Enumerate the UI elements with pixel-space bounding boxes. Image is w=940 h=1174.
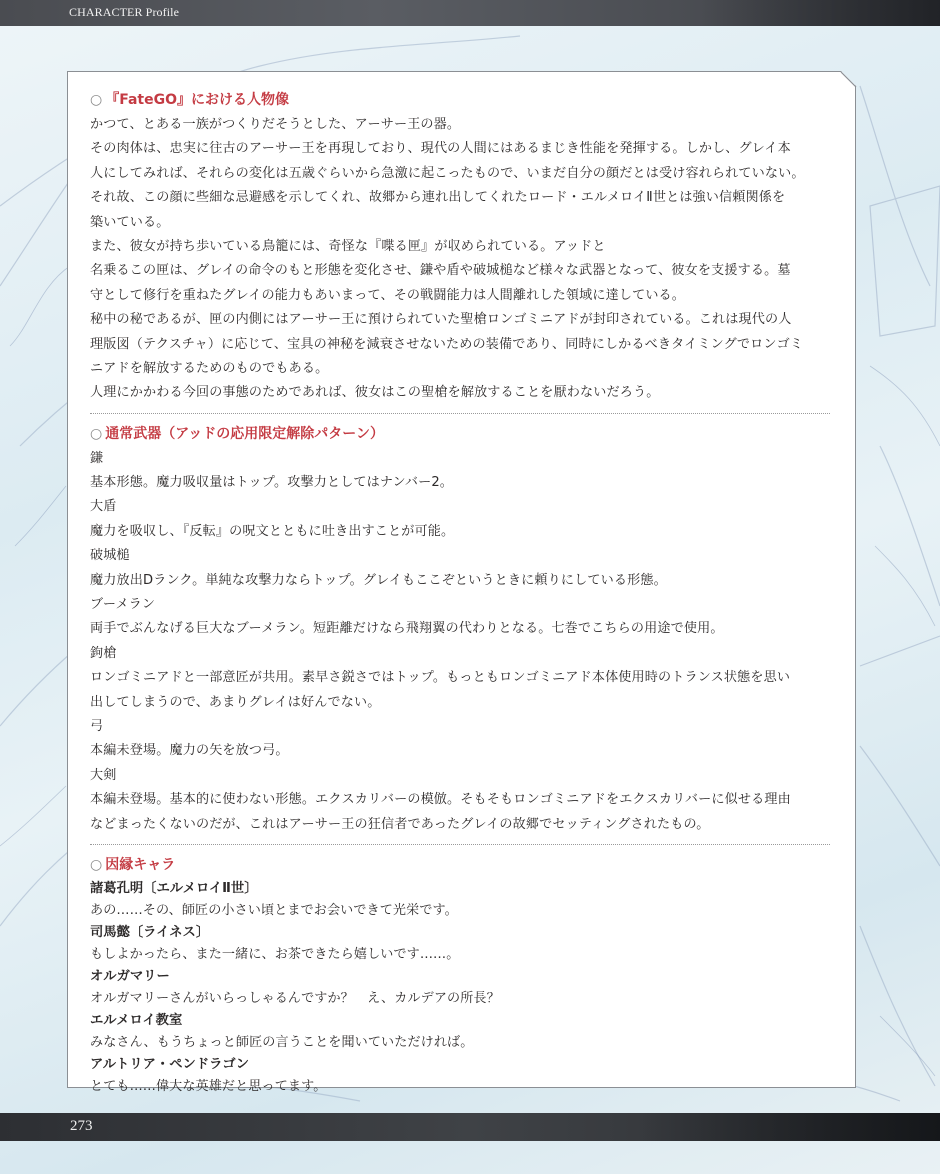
section-body-fatego — [90, 113, 838, 406]
circle-bullet-icon: ○ — [90, 425, 103, 442]
profile-content — [90, 88, 838, 1098]
weapon-name: ブーメラン — [90, 597, 156, 613]
weapon-desc: 魔力を吸収し、『反転』の呪文とともに吐き出すことが可能。 — [90, 523, 455, 539]
page-number: 273 — [70, 1118, 93, 1134]
weapon-name: 破城槌 — [90, 548, 130, 564]
relation-character-name: エルメロイ教室 — [90, 1012, 183, 1028]
relation-character-name: 諸葛孔明〔エルメロイⅡ世〕 — [90, 880, 258, 896]
section-heading-fatego: ○ 『FateGO』における人物像 — [90, 92, 289, 108]
relation-character-name: 司馬懿〔ライネス〕 — [90, 924, 210, 940]
relation-quote: オルガマリーさんがいらっしゃるんですか？ え、カルデアの所長？ — [90, 990, 500, 1006]
circle-bullet-icon: ○ — [90, 856, 103, 873]
text-line: ニアドを解放するためのものでもある。 — [90, 360, 329, 376]
text-line: その肉体は、忠実に往古のアーサー王を再現しており、現代の人間にはあるまじき性能を発揮する。しかし、グレイ本 — [90, 141, 791, 157]
section-body-weapons — [90, 447, 838, 837]
weapon-name: 大剣 — [90, 767, 117, 783]
footer-bar — [0, 1113, 940, 1141]
weapon-desc: などまったくないのだが、これはアーサー王の狂信者であったグレイの故郷でセッティングされたもの。 — [90, 816, 710, 832]
section-heading-relations: ○ 因縁キャラ — [90, 856, 176, 873]
text-line: また、彼女が持ち歩いている鳥籠には、奇怪な『喋る匣』が収められている。アッドと — [90, 238, 606, 254]
text-line: 守として修行を重ねたグレイの能力もあいまって、その戦闘能力は人間離れした領域に達している。 — [90, 287, 686, 303]
relation-quote: みなさん、もうちょっと師匠の言うことを聞いていただければ。 — [90, 1034, 474, 1050]
section-heading-weapons: ○ 通常武器（アッドの応用限定解除パターン） — [90, 425, 384, 442]
relation-character-name: アルトリア・ペンドラゴン — [90, 1056, 250, 1072]
text-line: 築いている。 — [90, 214, 170, 230]
text-line: 秘中の秘であるが、匣の内側にはアーサー王に預けられていた聖槍ロンゴミニアドが封印されている。これは現代の人 — [90, 312, 792, 328]
weapon-desc: 魔力放出Dランク。単純な攻撃力ならトップ。グレイもここぞというときに頼りにしている形態。 — [90, 572, 667, 588]
text-line: 人理にかかわる今回の事態のためであれば、彼女はこの聖槍を解放することを厭わないだろう。 — [90, 385, 660, 401]
weapon-name: 鉤槍 — [90, 645, 117, 661]
panel-cut-corner — [840, 71, 857, 88]
section-body-relations — [90, 878, 838, 1098]
relation-quote: もしよかったら、また一緒に、お茶できたら嬉しいです……。 — [90, 946, 460, 962]
weapon-desc: 基本形態。魔力吸収量はトップ。攻撃力としてはナンバー2。 — [90, 475, 454, 491]
text-line: かつて、とある一族がつくりだそうとした、アーサー王の器。 — [90, 117, 461, 132]
weapon-desc: ロンゴミニアドと一部意匠が共用。素早さ鋭さではトップ。もっともロンゴミニアド本体使用時のトランス状態を思い — [90, 670, 791, 686]
dotted-divider — [90, 413, 830, 414]
weapon-desc: 両手でぶんなげる巨大なブーメラン。短距離だけなら飛翔翼の代わりとなる。七巻でこちらの用途で使用。 — [90, 621, 724, 637]
relation-quote: あの……その、師匠の小さい頃とまでお会いできて光栄です。 — [90, 902, 458, 918]
relation-character-name: オルガマリー — [90, 968, 170, 984]
weapon-desc: 本編未登場。魔力の矢を放つ弓。 — [90, 743, 289, 759]
text-line: 人にしてみれば、それらの変化は五歳ぐらいから急激に起こったもので、いまだ自分の顔だとは受け容れられていない。 — [90, 165, 805, 181]
text-line: 理版図（テクスチャ）に応じて、宝具の神秘を減衰させないための装備であり、同時にしかるべきタイミングでロンゴミ — [90, 336, 804, 352]
weapon-name: 弓 — [90, 718, 104, 734]
weapon-desc: 出してしまうので、あまりグレイは好んでない。 — [90, 694, 381, 710]
header-label: CHARACTER Profile — [69, 5, 180, 19]
dotted-divider — [90, 844, 830, 845]
text-line: それ故、この顔に些細な忌避感を示してくれ、故郷から連れ出してくれたロード・エルメロイⅡ世とは強い信頼関係を — [90, 190, 786, 206]
header-bar — [0, 0, 940, 26]
header-bar-shade — [700, 0, 940, 26]
weapon-desc: 本編未登場。基本的に使わない形態。エクスカリバーの模倣。そもそもロンゴミニアドをエクスカリバーに似せる理由 — [90, 792, 791, 808]
text-line: 名乗るこの匣は、グレイの命令のもと形態を変化させ、鎌や盾や破城槌など様々な武器となって、彼女を支援する。墓 — [90, 263, 791, 279]
footer-bar-shade — [640, 1113, 940, 1141]
weapon-name: 大盾 — [90, 499, 117, 515]
weapon-name: 鎌 — [90, 450, 104, 466]
relation-quote: とても……偉大な英雄だと思ってます。 — [90, 1078, 327, 1094]
circle-bullet-icon: ○ — [90, 92, 103, 108]
